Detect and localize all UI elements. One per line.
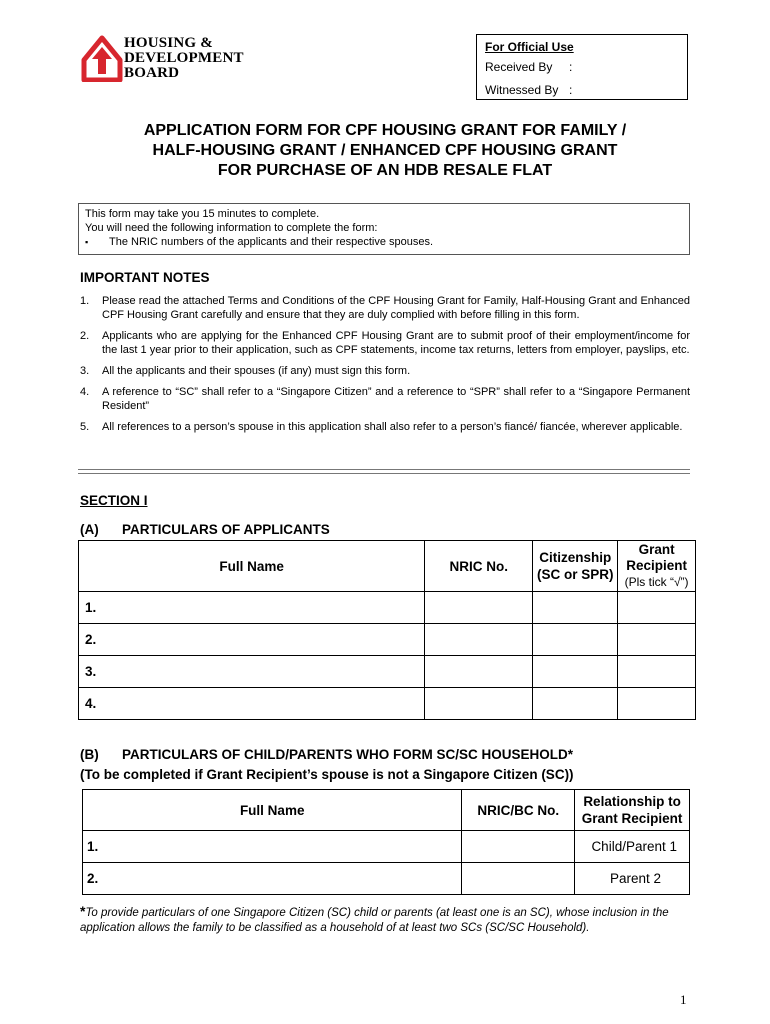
row-number: 4.: [79, 688, 425, 720]
bullet-icon: ▪: [85, 237, 89, 247]
note-item: [80, 420, 690, 434]
section-1-heading: SECTION I: [80, 493, 148, 508]
household-header-row: [83, 790, 690, 831]
received-by-label: Received By: [485, 60, 553, 74]
hdb-logo-text: [124, 36, 244, 81]
footnote-text: To provide particulars of one Singapore Citizen (SC) child or parents (at least one is an SC), whose inclusion in the application allows the family to be classified as a household of at least two SCs (SC/SC Household).: [80, 907, 669, 934]
citizenship-sub: (SC or SPR): [536, 567, 614, 582]
title-line-2: HALF-HOUSING GRANT / ENHANCED CPF HOUSING GRANT: [152, 142, 618, 159]
table-row: [79, 656, 696, 688]
relationship-label-2: Grant Recipient: [581, 811, 683, 826]
note-text: All references to a person’s spouse in this application shall also refer to a person’s fiancé/ fiancée, wherever applicable.: [102, 421, 683, 433]
grant-recipient-checkbox[interactable]: [618, 656, 696, 688]
official-use-heading: For Official Use: [485, 40, 574, 54]
applicants-table: [78, 540, 696, 720]
note-number: 1.: [80, 295, 90, 307]
table-row: [79, 688, 696, 720]
note-item: [80, 329, 690, 357]
note-item: [80, 294, 690, 322]
col-nric-bc: NRIC/BC No.: [462, 790, 575, 831]
note-number: 4.: [80, 386, 90, 398]
table-row: [79, 592, 696, 624]
citizenship-field[interactable]: [533, 592, 618, 624]
nric-bc-field[interactable]: [462, 831, 575, 863]
pls-tick-label: (Pls tick “√”): [624, 575, 689, 589]
relationship-value: Parent 2: [575, 863, 690, 895]
citizenship-field[interactable]: [533, 656, 618, 688]
section-b-title: PARTICULARS OF CHILD/PARENTS WHO FORM SC/SC HOUSEHOLD*: [122, 747, 573, 762]
section-a-label: (A): [80, 522, 99, 537]
section-b-label: (B): [80, 747, 99, 762]
note-text: All the applicants and their spouses (if any) must sign this form.: [102, 365, 411, 377]
logo-line-1: HOUSING &: [124, 35, 213, 51]
col-grant-recipient: [618, 541, 696, 592]
row-number: 3.: [79, 656, 425, 688]
row-number: 2.: [83, 863, 462, 895]
page-number: 1: [680, 992, 687, 1007]
note-text: Applicants who are applying for the Enhanced CPF Housing Grant are to submit proof of their employment/income for the last 1 year prior to their application, such as CPF statements, income tax returns, letters from employer, payslips, etc.: [102, 330, 690, 356]
relationship-value: Child/Parent 1: [575, 831, 690, 863]
section-divider: [78, 469, 690, 474]
note-text: Please read the attached Terms and Conditions of the CPF Housing Grant for Family, Half-Housing Grant and Enhanced CPF Housing Grant carefully and ensure that they are duly complied with before filling in this form.: [102, 295, 690, 321]
note-item: [80, 364, 690, 378]
important-notes-heading: IMPORTANT NOTES: [80, 270, 210, 285]
intro-line-2: You will need the following information to complete the form:: [85, 222, 378, 234]
section-a-title: PARTICULARS OF APPLICANTS: [122, 522, 330, 537]
note-number: 5.: [80, 421, 90, 433]
logo-line-3: BOARD: [124, 65, 180, 81]
intro-line-1: This form may take you 15 minutes to complete.: [85, 208, 320, 220]
col-full-name: Full Name: [83, 790, 462, 831]
witnessed-by-colon: :: [569, 83, 573, 97]
form-title: [80, 121, 690, 181]
household-table: [82, 789, 690, 895]
title-line-3: FOR PURCHASE OF AN HDB RESALE FLAT: [217, 162, 553, 179]
note-text: A reference to “SC” shall refer to a “Singapore Citizen” and a reference to “SPR” shall refer to a “Singapore Permanent Resident”: [102, 386, 690, 412]
col-nric: NRIC No.: [425, 541, 533, 592]
table-row: [83, 831, 690, 863]
important-notes-list: [80, 294, 690, 441]
intro-bullet: [85, 235, 683, 249]
official-use-box: [476, 34, 688, 100]
relationship-label-1: Relationship to: [583, 794, 681, 809]
nric-field[interactable]: [425, 688, 533, 720]
intro-box: [78, 203, 690, 255]
col-citizenship: [533, 541, 618, 592]
col-relationship: [575, 790, 690, 831]
grant-recipient-checkbox[interactable]: [618, 624, 696, 656]
title-line-1: APPLICATION FORM FOR CPF HOUSING GRANT FOR FAMILY /: [143, 122, 627, 139]
recipient-label: Recipient: [626, 558, 687, 573]
section-b-subtitle: (To be completed if Grant Recipient’s spouse is not a Singapore Citizen (SC)): [80, 767, 574, 782]
row-number: 1.: [83, 831, 462, 863]
nric-field[interactable]: [425, 592, 533, 624]
nric-bc-field[interactable]: [462, 863, 575, 895]
nric-field[interactable]: [425, 656, 533, 688]
note-item: [80, 385, 690, 413]
logo-line-2: DEVELOPMENT: [124, 50, 244, 66]
table-row: [79, 624, 696, 656]
citizenship-label: Citizenship: [539, 550, 612, 565]
received-by-colon: :: [569, 60, 573, 74]
nric-field[interactable]: [425, 624, 533, 656]
grant-recipient-checkbox[interactable]: [618, 688, 696, 720]
table-row: [83, 863, 690, 895]
citizenship-field[interactable]: [533, 688, 618, 720]
footnote: [80, 904, 692, 936]
row-number: 2.: [79, 624, 425, 656]
note-number: 3.: [80, 365, 90, 377]
witnessed-by-label: Witnessed By: [485, 83, 559, 97]
footnote-star: *: [80, 903, 86, 919]
intro-bullet-text: The NRIC numbers of the applicants and their respective spouses.: [109, 236, 434, 248]
note-number: 2.: [80, 330, 90, 342]
citizenship-field[interactable]: [533, 624, 618, 656]
grant-label: Grant: [638, 542, 675, 557]
row-number: 1.: [79, 592, 425, 624]
applicants-header-row: [79, 541, 696, 592]
grant-recipient-checkbox[interactable]: [618, 592, 696, 624]
col-full-name: Full Name: [79, 541, 425, 592]
